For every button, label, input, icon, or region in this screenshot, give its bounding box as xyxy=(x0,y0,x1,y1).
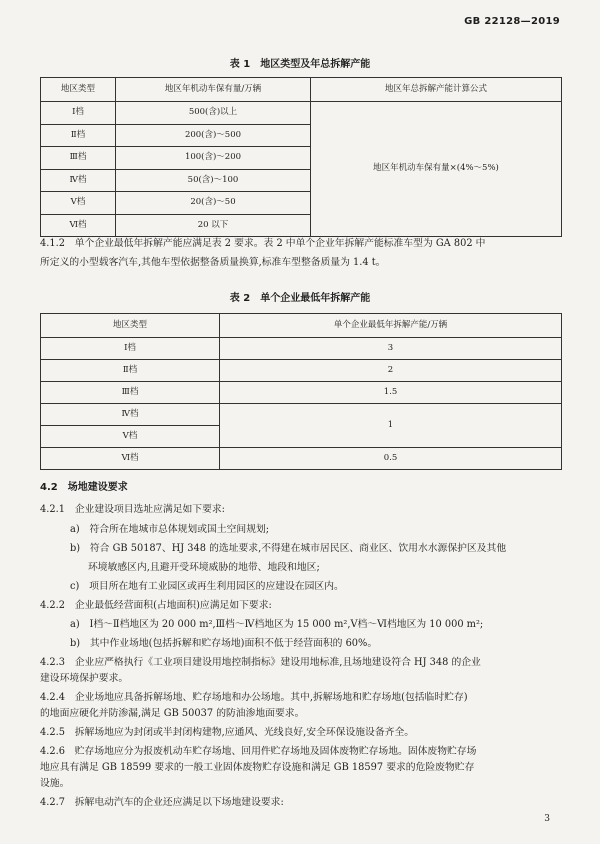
para-4-2-1: 4.2.1 企业建设项目选址应满足如下要求: xyxy=(40,504,225,515)
table1-title: 表 1 地区类型及年总拆解产能 xyxy=(229,59,371,70)
table1-formula-cell: 地区年机动车保有量×(4%～5%) xyxy=(311,102,562,237)
table2-header-row xyxy=(41,314,562,338)
table-row xyxy=(41,102,562,125)
table2-cell-type: Ⅴ档 xyxy=(41,426,220,448)
table1-cell-type: Ⅳ档 xyxy=(41,169,116,192)
table1-cell-vehicles: 50(含)～100 xyxy=(116,169,311,192)
para-4-2-4-line1: 4.2.4 企业场地应具备拆解场地、贮存场地和办公场地。其中,拆解场地和贮存场地(包括临时贮存) xyxy=(40,692,468,703)
para-4-2-6-line2: 地应具有满足 GB 18599 要求的一般工业固体废物贮存设施和满足 GB 18597 要求的危险废物贮存 xyxy=(40,762,475,773)
table-row xyxy=(41,338,562,360)
list-item: b) 其中作业场地(包括拆解和贮存场地)面积不低于经营面积的 60%。 xyxy=(70,638,378,649)
para-4-2-5: 4.2.5 拆解场地应为封闭或半封闭构建物,应通风、光线良好,安全环保设施设备齐全。 xyxy=(40,727,415,738)
table2 xyxy=(40,313,562,470)
para-4-2-3-line1: 4.2.3 企业应严格执行《工业项目建设用地控制指标》建设用地标准,且场地建设符合 HJ 348 的企业 xyxy=(40,657,481,668)
table1-cell-vehicles: 20 以下 xyxy=(116,214,311,237)
para-4-2-4-line2: 的地面应硬化并防渗漏,满足 GB 50037 的防油渗地面要求。 xyxy=(40,708,305,719)
table1-cell-vehicles: 500(含)以上 xyxy=(116,102,311,125)
table2-cell-capacity: 3 xyxy=(220,338,562,360)
table1-header-vehicles: 地区年机动车保有量/万辆 xyxy=(116,78,311,102)
para-4-2-3-line2: 建设环境保护要求。 xyxy=(40,673,129,684)
para-4-2-6-line1: 4.2.6 贮存场地应分为报废机动车贮存场地、回用件贮存场地及固体废物贮存场地。固体废物贮存场 xyxy=(40,746,477,757)
table1-cell-vehicles: 200(含)～500 xyxy=(116,124,311,147)
table-row xyxy=(41,382,562,404)
table2-title: 表 2 单个企业最低年拆解产能 xyxy=(229,293,371,304)
table1-cell-type: Ⅲ档 xyxy=(41,147,116,170)
list-item: c) 项目所在地有工业园区或再生利用园区的应建设在园区内。 xyxy=(70,581,344,592)
table-row xyxy=(41,448,562,470)
page-number: 3 xyxy=(544,814,550,824)
table2-cell-type: Ⅳ档 xyxy=(41,404,220,426)
table2-cell-type: Ⅲ档 xyxy=(41,382,220,404)
table2-cell-capacity: 0.5 xyxy=(220,448,562,470)
table1-cell-type: Ⅱ档 xyxy=(41,124,116,147)
table1-cell-type: Ⅰ档 xyxy=(41,102,116,125)
list-item: a) Ⅰ档～Ⅱ档地区为 20 000 m²,Ⅲ档～Ⅳ档地区为 15 000 m²,Ⅴ档～Ⅵ档地区为 10 000 m²; xyxy=(70,619,484,630)
para-4-2-7: 4.2.7 拆解电动汽车的企业还应满足以下场地建设要求: xyxy=(40,797,284,808)
list-item: b) 符合 GB 50187、HJ 348 的选址要求,不得建在城市居民区、商业区、饮用水水源保护区及其他 xyxy=(70,543,507,554)
table2-header-capacity: 单个企业最低年拆解产能/万辆 xyxy=(220,314,562,338)
table2-cell-type: Ⅱ档 xyxy=(41,360,220,382)
table1-cell-type: Ⅵ档 xyxy=(41,214,116,237)
table2-cell-capacity: 1.5 xyxy=(220,382,562,404)
para-4-2-2: 4.2.2 企业最低经营面积(占地面积)应满足如下要求: xyxy=(40,600,272,611)
table1-header-type: 地区类型 xyxy=(41,78,116,102)
standard-number: GB 22128—2019 xyxy=(464,16,560,27)
table-row xyxy=(41,404,562,426)
table2-cell-type: Ⅰ档 xyxy=(41,338,220,360)
table1-header-row xyxy=(41,78,562,102)
para-4-1-2-line1: 4.1.2 单个企业最低年拆解产能应满足表 2 要求。表 2 中单个企业年拆解产能标准车型为 GA 802 中 xyxy=(40,238,486,249)
table2-cell-capacity: 2 xyxy=(220,360,562,382)
table1-cell-vehicles: 100(含)～200 xyxy=(116,147,311,170)
table1-header-formula: 地区年总拆解产能计算公式 xyxy=(311,78,562,102)
list-item-continuation: 环境敏感区内,且避开受环境威胁的地带、地段和地区; xyxy=(88,562,320,573)
para-4-1-2-line2: 所定义的小型载客汽车,其他车型依据整备质量换算,标准车型整备质量为 1.4 t。 xyxy=(40,257,386,268)
table2-cell-type: Ⅵ档 xyxy=(41,448,220,470)
table2-cell-capacity: 1 xyxy=(220,404,562,448)
table1-cell-type: Ⅴ档 xyxy=(41,192,116,215)
table-row xyxy=(41,360,562,382)
list-item: a) 符合所在地城市总体规划或国土空间规划; xyxy=(70,524,270,535)
section-4-2-heading: 4.2 场地建设要求 xyxy=(40,482,128,493)
para-4-2-6-line3: 设施。 xyxy=(40,778,70,789)
table2-header-type: 地区类型 xyxy=(41,314,220,338)
table1 xyxy=(40,77,562,237)
table1-cell-vehicles: 20(含)～50 xyxy=(116,192,311,215)
